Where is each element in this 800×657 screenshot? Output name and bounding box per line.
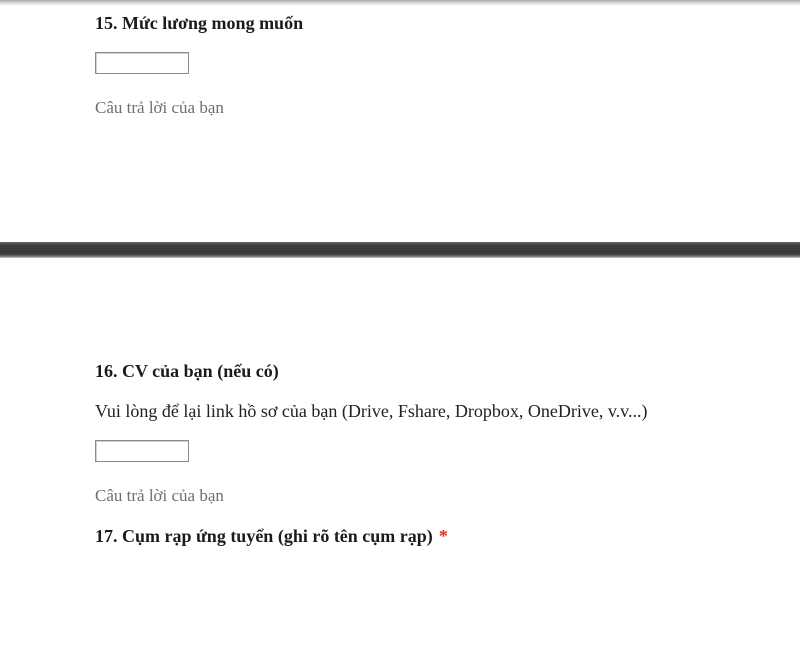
question-16-answer-input[interactable] [95,440,189,462]
required-asterisk: * [438,526,448,546]
question-15-answer-placeholder: Câu trả lời của bạn [95,98,224,117]
question-16-description: Vui lòng để lại link hồ sơ của bạn (Drive, Fshare, Dropbox, OneDrive, v.v...) [95,401,648,421]
page-top-edge [0,0,800,6]
question-16-answer-placeholder: Câu trả lời của bạn [95,486,224,505]
question-17-title-row [95,526,448,547]
question-15-answer-input[interactable] [95,52,189,74]
question-16-title: 16. CV của bạn (nếu có) [95,361,279,381]
question-17-title: 17. Cụm rạp ứng tuyển (ghi rõ tên cụm rạp) [95,526,433,546]
question-15-title: 15. Mức lương mong muốn [95,13,304,33]
page-divider [0,242,800,258]
